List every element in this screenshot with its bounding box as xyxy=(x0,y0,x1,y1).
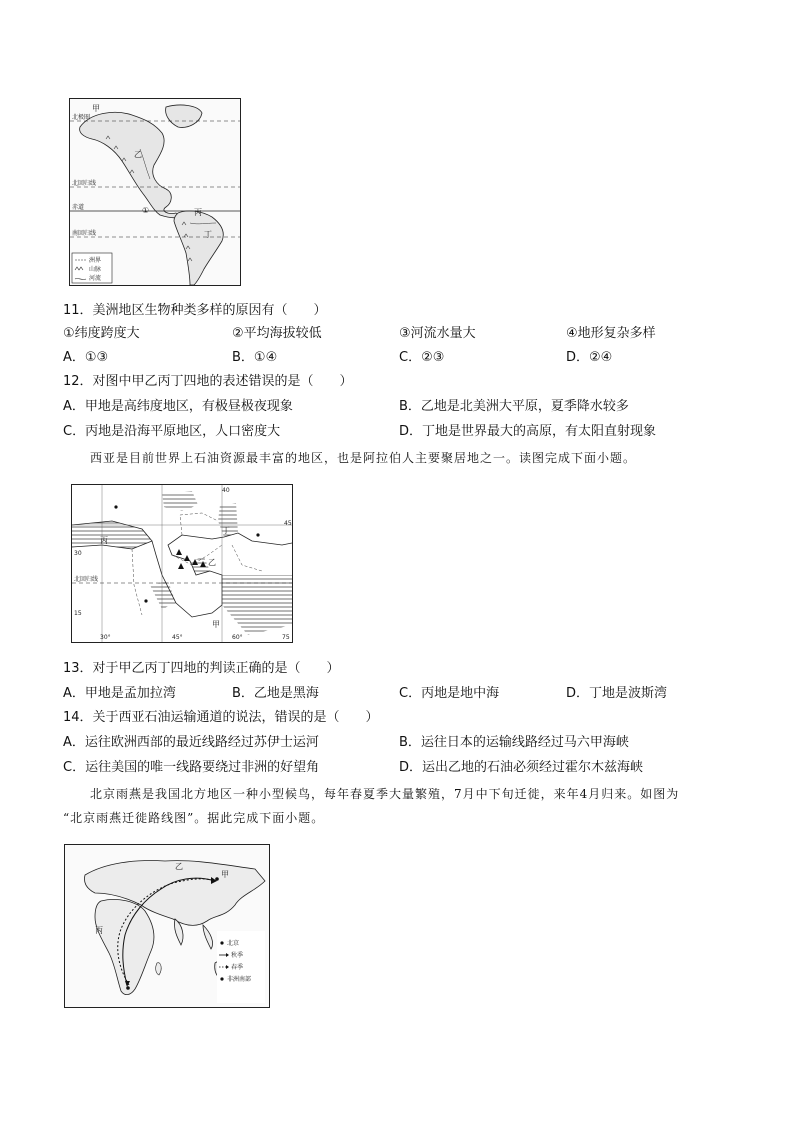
q13-stem: 13．对于甲乙丙丁四地的判读正确的是（ ） xyxy=(63,661,340,676)
americas-map-svg xyxy=(70,99,240,285)
map2-label-ding: 丁 xyxy=(222,526,230,535)
q12-stem: 12．对图中甲乙丙丁四地的表述错误的是（ ） xyxy=(63,374,353,389)
intro-swift-line2: “北京雨燕迁徙路线图”。据此完成下面小题。 xyxy=(63,811,325,825)
swift-migration-map xyxy=(64,844,270,1008)
q13-answer-a[interactable]: A．甲地是孟加拉湾 xyxy=(63,686,176,701)
map2-tropic-label: 北回归线 xyxy=(74,576,99,583)
tropic-cancer-label: 北回归线 xyxy=(72,180,97,187)
map1-label-ding: 丁 xyxy=(204,230,212,239)
q11-answer-b[interactable]: B．①④ xyxy=(232,350,278,365)
west-asia-map-svg xyxy=(72,485,292,642)
map3-label-bing: 丙 xyxy=(95,926,103,935)
map2-label-yi: 乙 xyxy=(208,558,216,567)
map1-label-yi: 乙 xyxy=(134,150,142,159)
legend-south-africa: 非洲南部 xyxy=(227,976,252,983)
map2-lat15: 15 xyxy=(74,610,82,617)
q11-option-3: ③河流水量大 xyxy=(399,326,476,341)
west-asia-map xyxy=(71,484,293,643)
q14-answer-a[interactable]: A．运往欧洲西部的最近线路经过苏伊士运河 xyxy=(63,735,319,750)
map2-lon45: 45° xyxy=(172,634,183,641)
map2-lon30: 30° xyxy=(100,634,111,641)
q11-answer-c[interactable]: C．②③ xyxy=(399,350,445,365)
q12-answer-c[interactable]: C．丙地是沿海平原地区，人口密度大 xyxy=(63,424,281,439)
q11-option-1: ①纬度跨度大 xyxy=(63,326,140,341)
q11-option-2: ②平均海拔较低 xyxy=(232,326,322,341)
q11-answer-d[interactable]: D．②④ xyxy=(566,350,613,365)
q14-answer-c[interactable]: C．运往美国的唯一线路要绕过非洲的好望角 xyxy=(63,760,320,775)
map2-lat45: 45 xyxy=(284,520,292,527)
map3-label-jia: 甲 xyxy=(221,870,229,879)
arctic-circle-label: 北极圈 xyxy=(72,114,91,121)
legend-spring: 春季 xyxy=(231,964,244,971)
q11-answer-a[interactable]: A．①③ xyxy=(63,350,109,365)
map2-label-bing: 丙 xyxy=(100,536,108,545)
legend-river: 河流 xyxy=(89,275,102,282)
equator-label: 赤道 xyxy=(72,204,85,211)
q12-answer-b[interactable]: B．乙地是北美洲大平原，夏季降水较多 xyxy=(399,399,629,414)
map2-lon60: 60° xyxy=(232,634,243,641)
map2-lat30: 30 xyxy=(74,550,82,557)
map1-label-jia: 甲 xyxy=(92,104,100,113)
tropic-capricorn-label: 南回归线 xyxy=(72,230,97,237)
legend-boundary: 洲界 xyxy=(89,257,102,264)
legend-autumn: 秋季 xyxy=(231,952,244,959)
q13-answer-c[interactable]: C．丙地是地中海 xyxy=(399,686,500,701)
legend-mountain: 山脉 xyxy=(89,266,102,273)
q13-answer-d[interactable]: D．丁地是波斯湾 xyxy=(566,686,668,701)
q13-answer-b[interactable]: B．乙地是黑海 xyxy=(232,686,319,701)
map2-top40: 40 xyxy=(222,487,230,494)
legend-beijing: 北京 xyxy=(227,940,240,947)
map1-label-circle1: ① xyxy=(142,206,150,215)
americas-map xyxy=(69,98,241,286)
map1-label-bing: 丙 xyxy=(194,208,202,217)
swift-migration-map-svg xyxy=(65,845,269,1007)
map3-label-yi: 乙 xyxy=(175,862,183,871)
q12-answer-a[interactable]: A．甲地是高纬度地区，有极昼极夜现象 xyxy=(63,399,293,414)
q14-stem: 14．关于西亚石油运输通道的说法，错误的是（ ） xyxy=(63,710,379,725)
intro-swift-line1: 北京雨燕是我国北方地区一种小型候鸟，每年春夏季大量繁殖，7月中下旬迁徙，来年4月归来。如图为 xyxy=(90,787,680,801)
intro-west-asia: 西亚是目前世界上石油资源最丰富的地区，也是阿拉伯人主要聚居地之一。读图完成下面小题。 xyxy=(90,451,637,465)
q14-answer-b[interactable]: B．运往日本的运输线路经过马六甲海峡 xyxy=(399,735,629,750)
q14-answer-d[interactable]: D．运出乙地的石油必须经过霍尔木兹海峡 xyxy=(399,760,644,775)
map2-label-jia: 甲 xyxy=(212,620,220,629)
q11-stem: 11．美洲地区生物种类多样的原因有（ ） xyxy=(63,303,327,318)
q12-answer-d[interactable]: D．丁地是世界最大的高原，有太阳直射现象 xyxy=(399,424,657,439)
map2-lon75: 75 xyxy=(282,634,290,641)
q11-option-4: ④地形复杂多样 xyxy=(566,326,656,341)
